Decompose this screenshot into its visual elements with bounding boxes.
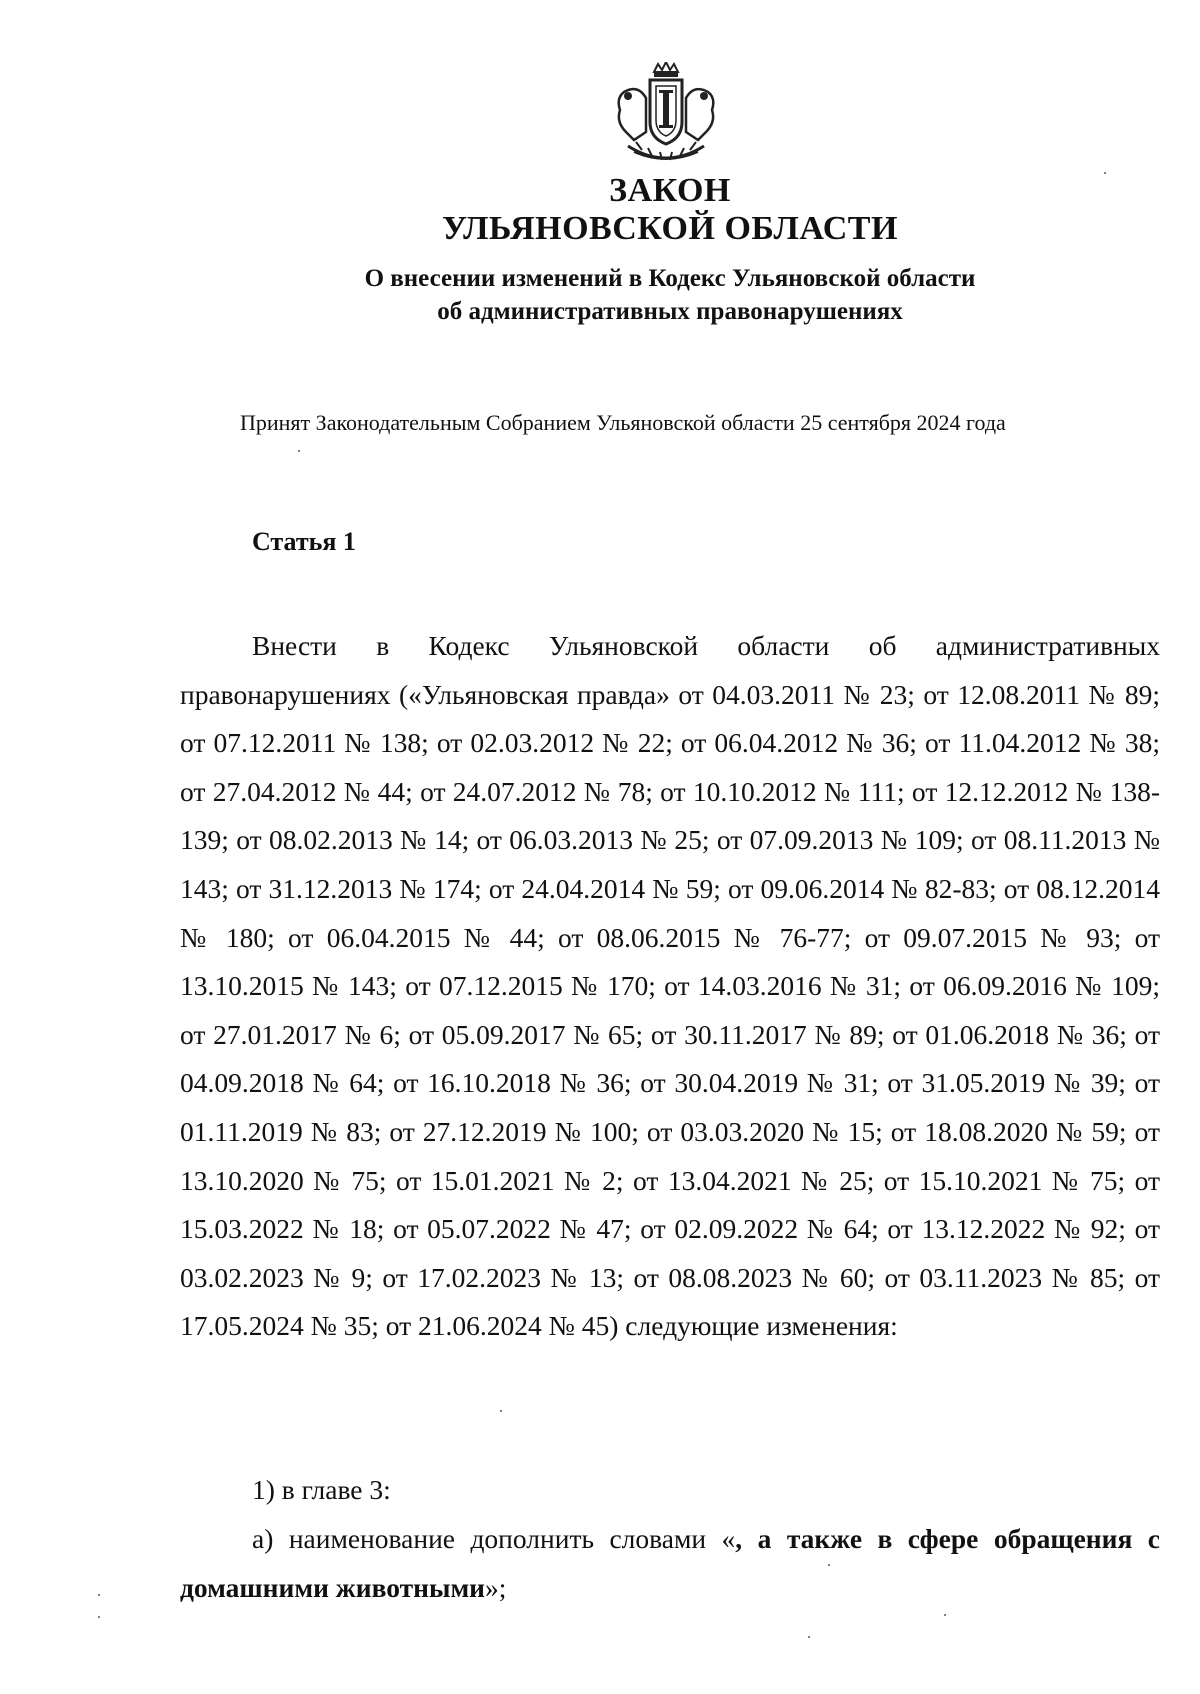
item-a-bold-text: , а также в сфере обращения с домашними животными xyxy=(180,1523,1161,1603)
coat-of-arms-icon xyxy=(606,62,726,172)
scan-speck xyxy=(944,1614,946,1616)
item-1-paragraph: 1) в главе 3: xyxy=(252,1474,391,1505)
article-intro-paragraph: Внести в Кодекс Ульяновской области об административных правонарушениях («Ульяновская правда» от 04.03.2011 № 23; от 12.08.2011 № 89; от 07.12.2011 № 138; от 02.03.2012 № 22; от 06.04.2012 № 36; от 11.04.2012 № 38; от 27.04.2012 № 44; от 24.07.2012 № 78; от 10.10.2012 № 111; от 12.12.2012 № 138-139; от 08.02.2013 № 14; от 06.03.2013 № 25; от 07.09.2013 № 109; от 08.11.2013 № 143; от 31.12.2013 № 174; от 24.04.2014 № 59; от 09.06.2014 № 82-83; от 08.12.2014 № 180; от 06.04.2015 № 44; от 08.06.2015 № 76-77; от 09.07.2015 № 93; от 13.10.2015 № 143; от 07.12.2015 № 170; от 14.03.2016 № 31; от 06.09.2016 № 109; от 27.01.2017 № 6; от 05.09.2017 № 65; от 30.11.2017 № 89; от 01.06.2018 № 36; от 04.09.2018 № 64; от 16.10.2018 № 36; от 30.04.2019 № 31; от 31.05.2019 № 39; от 01.11.2019 № 83; от 27.12.2019 № 100; от 03.03.2020 № 15; от 18.08.2020 № 59; от 13.10.2020 № 75; от 15.01.2021 № 2; от 13.04.2021 № 25; от 15.10.2021 № 75; от 15.03.2022 № 18; от 05.07.2022 № 47; от 02.09.2022 № 64; от 13.12.2022 № 92; от 03.02.2023 № 9; от 17.02.2023 № 13; от 08.08.2023 № 60; от 03.11.2023 № 85; от 17.05.2024 № 35; от 21.06.2024 № 45) следующие изменения: xyxy=(180,630,1160,1342)
scan-speck xyxy=(500,1410,502,1412)
scan-speck xyxy=(828,1564,830,1566)
item-a-paragraph xyxy=(180,1515,1160,1612)
scan-speck xyxy=(98,1594,100,1596)
law-title-line2: УЛЬЯНОВСКОЙ ОБЛАСТИ xyxy=(442,210,898,247)
law-subtitle-line1: О внесении изменений в Кодекс Ульяновской области xyxy=(364,265,976,292)
scan-speck xyxy=(298,450,300,452)
scan-speck xyxy=(808,1636,810,1638)
scan-speck xyxy=(98,1616,100,1618)
law-title-line1: ЗАКОН xyxy=(609,172,731,209)
item-a-prefix: а) наименование дополнить словами « xyxy=(252,1523,736,1554)
item-a-suffix: »; xyxy=(485,1571,507,1603)
adoption-note: Принят Законодательным Собранием Ульяновской области 25 сентября 2024 года xyxy=(240,410,1006,435)
law-subtitle-line2: об административных правонарушениях xyxy=(437,298,903,325)
scan-speck xyxy=(1104,172,1106,174)
article-heading: Статья 1 xyxy=(252,527,356,556)
